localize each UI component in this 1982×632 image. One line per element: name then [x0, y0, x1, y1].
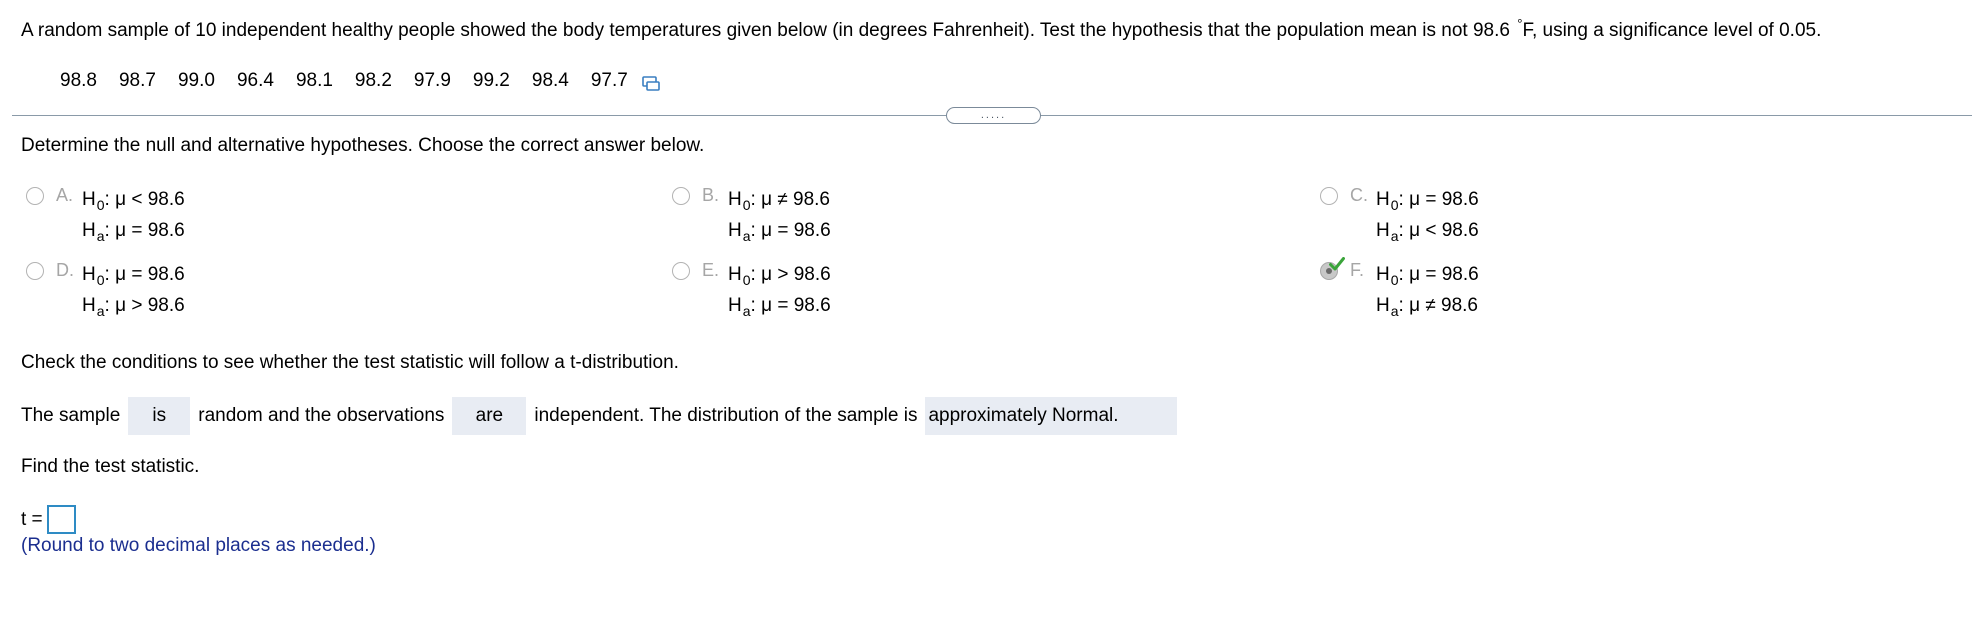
choice-letter: C.: [1350, 185, 1368, 205]
choice-f[interactable]: [1320, 259, 1479, 321]
choice-c[interactable]: [1320, 184, 1479, 246]
data-value: 98.1: [295, 70, 333, 91]
distribution-shape-dropdown[interactable]: approximately Normal.: [925, 397, 1177, 435]
radio-button[interactable]: [672, 262, 690, 280]
test-statistic-prompt: Find the test statistic.: [21, 456, 200, 477]
choice-letter: E.: [702, 260, 720, 280]
hypothesis-pair: [1376, 184, 1479, 246]
test-statistic-answer-row: [21, 505, 76, 534]
hypothesis-pair: [1376, 259, 1479, 321]
null-hypothesis: $H_0$: μ = 98.6: [82, 264, 185, 288]
alternative-hypothesis: $H_a$: μ = 98.6: [728, 295, 831, 319]
alternative-hypothesis: $H_a$: μ < 98.6: [1376, 220, 1479, 244]
divider-drag-handle[interactable]: .....: [946, 107, 1041, 124]
sentence-part: independent. The distribution of the sample is: [534, 405, 918, 426]
hypothesis-pair: [82, 184, 185, 246]
data-value: 99.0: [177, 70, 215, 91]
null-hypothesis: $H_0$: μ ≠ 98.6: [728, 189, 831, 213]
null-hypothesis: $H_0$: μ = 98.6: [1376, 189, 1479, 213]
choice-letter: D.: [56, 260, 74, 280]
choice-a[interactable]: [26, 184, 185, 246]
data-value: 98.4: [531, 70, 569, 91]
radio-button[interactable]: [26, 262, 44, 280]
data-value: 99.2: [472, 70, 510, 91]
choice-letter: A.: [56, 185, 74, 205]
hypothesis-pair: [82, 259, 185, 321]
data-value: 98.2: [354, 70, 392, 91]
hypothesis-pair: [728, 184, 831, 246]
data-values-row: [60, 70, 660, 92]
alternative-hypothesis: $H_a$: μ = 98.6: [728, 220, 831, 244]
choice-letter: B.: [702, 185, 720, 205]
data-value: 97.9: [413, 70, 451, 91]
problem-text: A random sample of 10 independent healthy people showed the body temperatures given below (in degrees Fahrenheit). Test the hypothesis that the population mean is not 98.6: [21, 20, 1510, 41]
alternative-hypothesis: $H_a$: μ > 98.6: [82, 295, 185, 319]
sentence-part: The sample: [21, 405, 121, 426]
data-value: 98.7: [118, 70, 156, 91]
problem-text-tail: F, using a significance level of 0.05.: [1522, 20, 1822, 41]
choice-d[interactable]: [26, 259, 185, 321]
alternative-hypothesis: $H_a$: μ ≠ 98.6: [1376, 295, 1479, 319]
conditions-sentence: [21, 397, 1177, 435]
data-value: 98.8: [60, 70, 97, 91]
radio-button[interactable]: [672, 187, 690, 205]
correct-check-icon: [1329, 257, 1345, 271]
radio-button[interactable]: [26, 187, 44, 205]
null-hypothesis: $H_0$: μ = 98.6: [1376, 264, 1479, 288]
answer-label: t =: [21, 508, 43, 530]
data-value: 96.4: [236, 70, 274, 91]
radio-button[interactable]: [1320, 187, 1338, 205]
test-statistic-input[interactable]: [47, 505, 76, 534]
sample-random-dropdown[interactable]: is: [128, 397, 190, 435]
null-hypothesis: $H_0$: μ > 98.6: [728, 264, 831, 288]
null-hypothesis: $H_0$: μ < 98.6: [82, 189, 185, 213]
choice-letter: F.: [1350, 260, 1365, 280]
alternative-hypothesis: $H_a$: μ = 98.6: [82, 220, 185, 244]
problem-statement: [21, 11, 1961, 43]
degree-symbol: °: [1517, 16, 1523, 31]
sentence-part: random and the observations: [198, 405, 445, 426]
observations-independent-dropdown[interactable]: are: [452, 397, 526, 435]
data-value: 97.7: [590, 70, 628, 91]
radio-button-selected[interactable]: [1320, 262, 1338, 280]
copy-data-icon[interactable]: [642, 76, 660, 92]
hypotheses-prompt: Determine the null and alternative hypotheses. Choose the correct answer below.: [21, 135, 705, 156]
choice-e[interactable]: [672, 259, 831, 321]
choice-b[interactable]: [672, 184, 831, 246]
hypothesis-pair: [728, 259, 831, 321]
rounding-hint: (Round to two decimal places as needed.): [21, 535, 376, 556]
conditions-prompt: Check the conditions to see whether the test statistic will follow a t-distribution.: [21, 352, 679, 373]
